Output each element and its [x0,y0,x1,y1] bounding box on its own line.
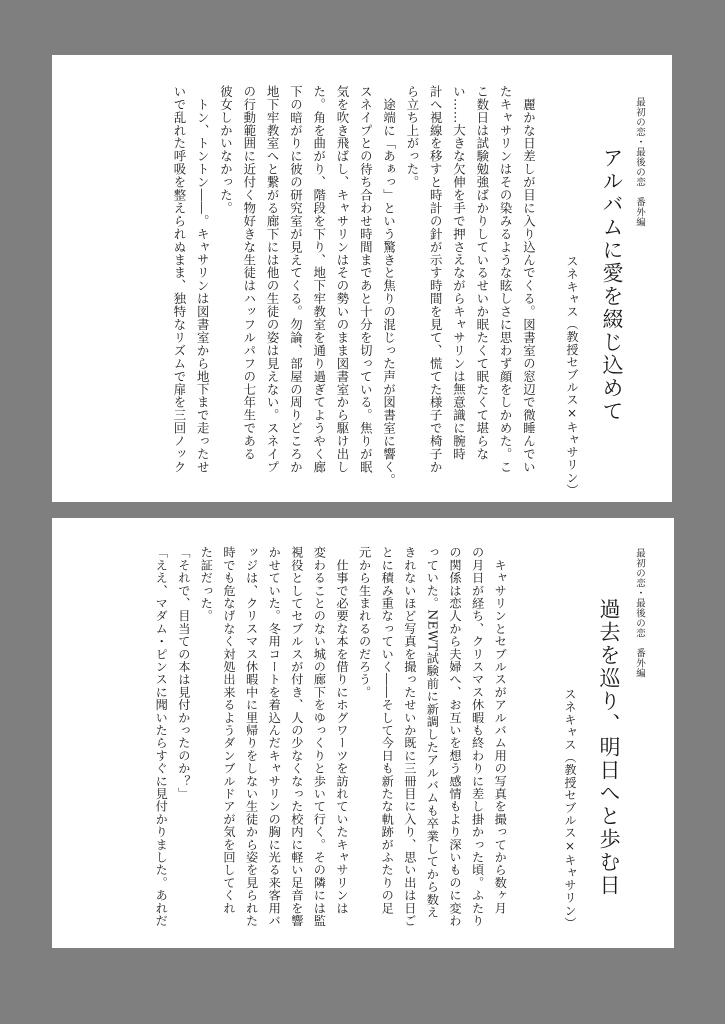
story-title: 過去を巡り、明日へと歩む日 [597,598,621,897]
body-text-line: かせていた。冬用コートを着込んだキャサリンの胸に光る来客用バ [267,546,282,927]
body-text-line: の関係は恋人から夫婦へ、お互いを想う感情もより深いものに変わ [448,546,462,927]
body-text-line: 「ええ、マダム・ピンスに聞いたらすぐに見付かりました。あれだ [154,546,169,927]
body-text-line: たキャサリンはその染みるような眩しさに思わず顔をしかめた。こ [498,85,514,474]
series-label: 最初の恋・最後の恋 番外編 [634,97,645,227]
series-label: 最初の恋・最後の恋 番外編 [634,548,645,678]
body-text-line: た証だった。 [199,546,214,623]
body-text-line: きれないほど写真を撮ったせいか既に三冊目に入り、思い出は日ご [402,546,417,927]
author-line: スネキャス（教授セブルス×キャサリン） [565,255,579,497]
body-text-line: 仕事で必要な本を借りにホグワーツを訪れていたキャサリンは [335,546,349,915]
body-text-line: の行動範囲に近付く物好きな生徒はハッフルパフの七年生である [241,85,257,461]
body-text-line: 麗かな日差しが目に入り込んでくる。図書室の窓辺で微睡んでい [521,85,537,474]
body-text-line: 「それで、目当ての本は見付かったのか？」 [176,546,191,800]
body-text-line: 視役としてセブルスが付き、人の少なくなった校内に軽い足音を響 [289,546,304,927]
body-text-line: こ数日は試験勉強ばかりしているせいか眠たくて眠たくて堪らな [474,85,490,461]
body-text-line: 地下牢教室へと繋がる廊下には他の生徒の姿は見えない。スネイプ [265,85,281,474]
story-title: アルバムに愛を綴じ込めて [600,147,624,423]
page-bottom [52,518,674,948]
body-text-line: キャサリンとセブルスがアルバム用の写真を撮ってから数ヶ月 [493,546,508,915]
body-text-line: スネイプとの待ち合わせ時間まであと十分を切っている。焦りが眠 [358,85,374,474]
body-text-line: いで乱れた呼吸を整えられぬまま、独特なリズムで扉を三回ノック [171,85,187,474]
body-text-line: っていた。NEWT試験前に新調したアルバムも卒業してから数え [425,546,440,919]
author-line: スネキャス（教授セブルス×キャサリン） [563,688,577,930]
body-text-line: トン、トントン――。キャサリンは図書室から地下まで走ったせ [195,85,211,474]
body-text-line: た。角を曲がり、階段を下り、地下牢教室を通り過ぎてようやく廊 [311,85,327,474]
body-text-line: ッジは、クリスマス休暇中に里帰りをしない生徒から姿を見られた [244,546,259,927]
body-text-line: ら立ち上がった。 [404,85,420,189]
body-text-line: 時でも危なげなく対処出来るようダンブルドアが気を回してくれ [222,546,236,915]
body-text-line: 元から生まれるのだろう。 [357,546,372,699]
body-text-line: 計へ視線を移すと時計の針が示す時間を見て、慌てた様子で椅子か [428,85,444,474]
body-text-line: 彼女しかいなかった。 [218,85,234,215]
body-text-line: 変わることのない城の廊下をゆっくりと歩いて行く。その隣には監 [312,546,327,927]
page-top [52,55,672,502]
body-text-line: 気を吹き飛ばし、キャサリンはその勢いのまま図書室から駆け出し [335,85,350,474]
body-text-line: い……大きな欠伸を手で押さえながらキャサリンは無意識に腕時 [451,85,467,461]
body-text-line: とに積み重なっていく――そして今日も新たな軌跡がふたりの足 [380,546,395,915]
body-text-line: の月日が経ち、クリスマス休暇も終わりに差し掛かった頃。ふたり [470,546,485,927]
body-text-line: 途端に「あぁっ」という驚きと焦りの混じった声が図書室に響く。 [381,85,397,487]
body-text-line: 下の暗がりに彼の研究室が見えてくる。勿論、部屋の周りどころか [288,85,304,474]
